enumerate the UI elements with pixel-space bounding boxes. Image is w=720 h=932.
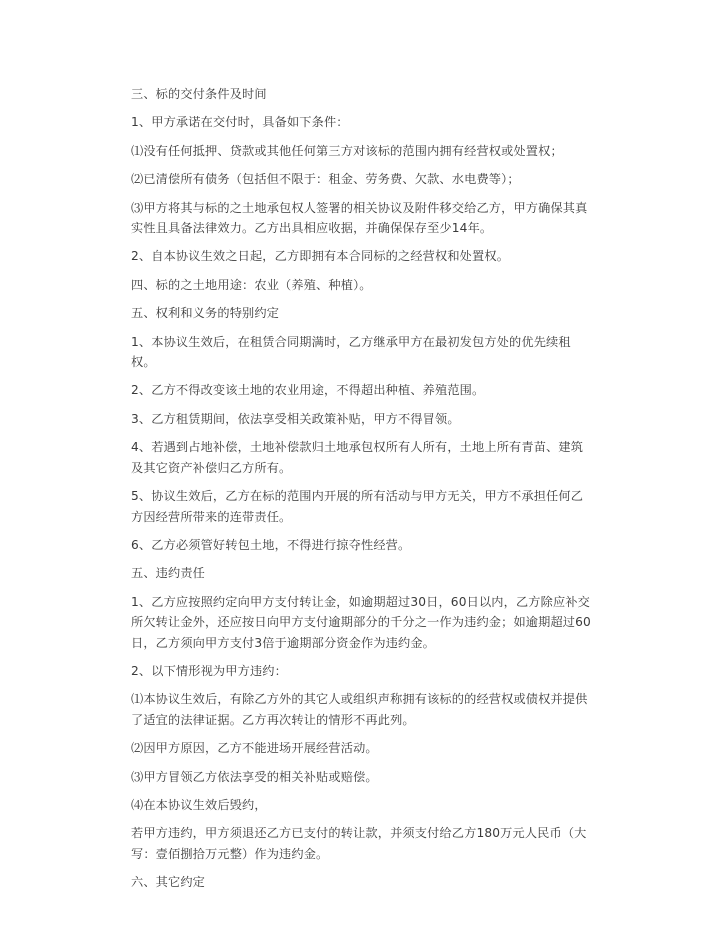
rights-clause-6: 6、乙方必须管好转包土地，不得进行掠夺性经营。 <box>131 537 411 552</box>
section-heading-land-use: 四、标的之土地用途：农业（养殖、种植）。 <box>131 277 372 292</box>
rights-clause-5: 5、协议生效后，乙方在标的范围内开展的所有活动与甲方无关，甲方不承担任何乙方因经营所带来的连带责任。 <box>131 489 584 524</box>
breach-sub-clause-2: ⑵因甲方原因，乙方不能进场开展经营活动。 <box>131 741 378 756</box>
clause-2-rights: 2、自本协议生效之日起，乙方即拥有本合同标的之经营权和处置权。 <box>131 249 510 264</box>
sub-clause-1: ⑴没有任何抵押、贷款或其他任何第三方对该标的范围内拥有经营权或处置权； <box>131 143 563 158</box>
section-heading-other: 六、其它约定 <box>131 875 206 890</box>
rights-clause-3: 3、乙方租赁期间，依法享受相关政策补贴，甲方不得冒领。 <box>131 411 460 426</box>
breach-sub-clause-4: ⑷在本协议生效后毁约， <box>131 797 267 812</box>
breach-sub-clause-1: ⑴本协议生效后，有除乙方外的其它人或组织声称拥有该标的的经营权或债权并提供了适宜的法律证据。乙方再次转让的情形不再此列。 <box>131 692 588 727</box>
clause-1-conditions: 1、甲方承诺在交付时，具备如下条件： <box>131 115 349 130</box>
breach-clause-1: 1、乙方应按照约定向甲方支付转让金，如逾期超过30日，60日以内，乙方除应补交所欠转让金外，还应按日向甲方支付逾期部分的千分之一作为违约金；如逾期超过60日，乙方须向甲方支付3倍于逾期部分资金作为违约金。 <box>131 594 591 650</box>
section-heading-delivery: 三、标的交付条件及时间 <box>131 87 267 101</box>
sub-clause-3: ⑶甲方将其与标的之土地承包权人签署的相关协议及附件移交给乙方，甲方确保其真实性且具备法律效力。乙方出具相应收据，并确保保存至少14年。 <box>131 200 588 236</box>
breach-sub-clause-3: ⑶甲方冒领乙方依法享受的相关补贴或赔偿。 <box>131 769 378 784</box>
rights-clause-4: 4、若遇到占地补偿，土地补偿款归土地承包权所有人所有，土地上所有青苗、建筑及其它资产补偿归乙方所有。 <box>131 440 584 475</box>
breach-penalty: 若甲方违约，甲方须退还乙方已支付的转让款，并须支付给乙方180万元人民币（大写：壹佰捌拾万元整）作为违约金。 <box>131 826 587 861</box>
document-body <box>131 84 593 901</box>
section-heading-rights-obligations: 五、权利和义务的特别约定 <box>131 306 280 321</box>
rights-clause-1: 1、本协议生效后，在租赁合同期满时，乙方继承甲方在最初发包方处的优先续租权。 <box>131 334 571 370</box>
breach-clause-2: 2、以下情形视为甲方违约： <box>131 663 287 678</box>
rights-clause-2: 2、乙方不得改变该土地的农业用途，不得超出种植、养殖范围。 <box>131 383 485 398</box>
section-heading-breach: 五、违约责任 <box>131 566 206 581</box>
sub-clause-2: ⑵已清偿所有债务（包括但不限于：租金、劳务费、欠款、水电费等）； <box>131 172 520 187</box>
